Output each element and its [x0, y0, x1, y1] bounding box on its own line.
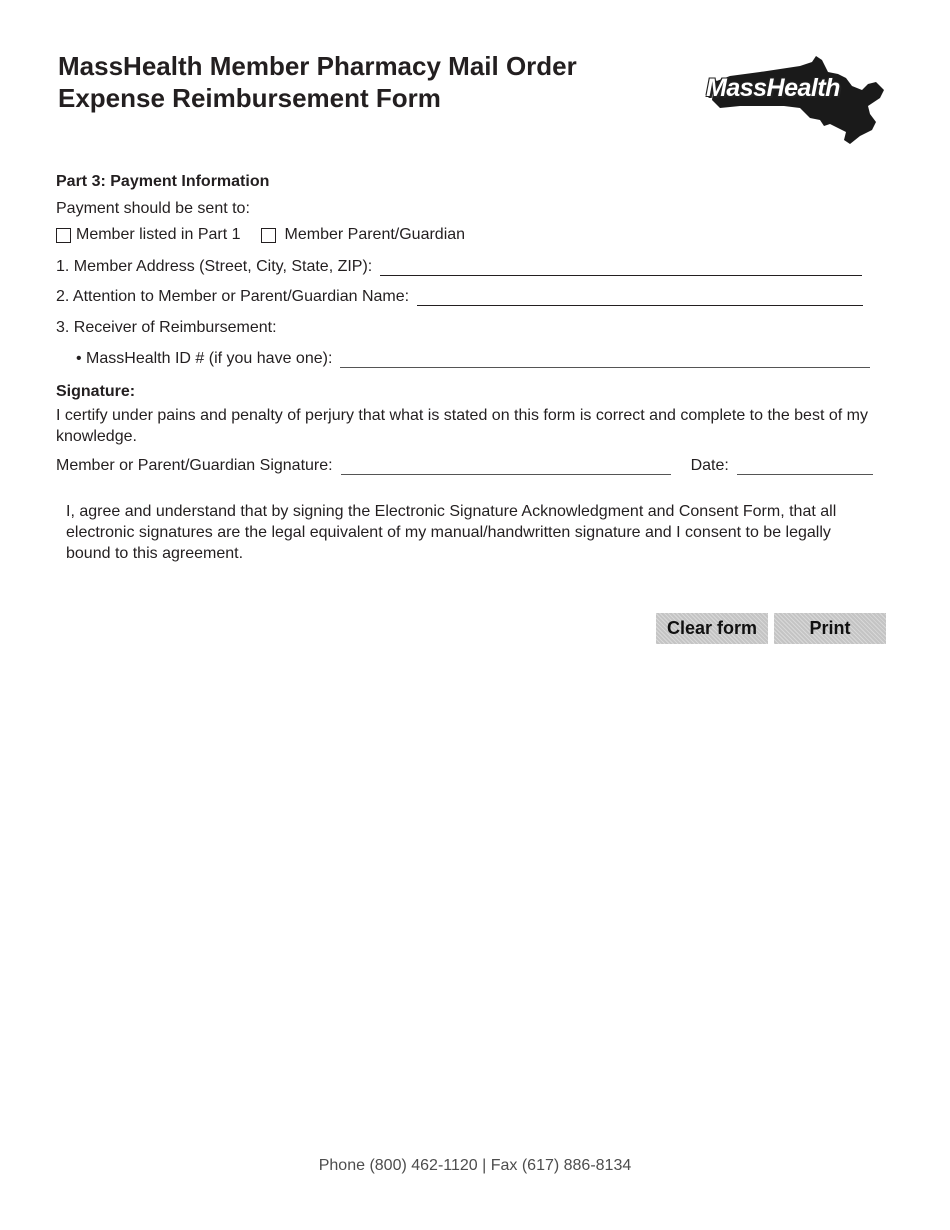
payment-intro	[56, 200, 250, 218]
attention-name-row	[56, 288, 863, 306]
masshealth-logo	[700, 52, 890, 148]
signature-heading: Signature:	[56, 383, 136, 400]
option-member-label: Member listed in Part 1	[76, 226, 241, 243]
attention-name-label: 2. Attention to Member or Parent/Guardian Name:	[56, 288, 410, 305]
payment-recipient-options	[56, 226, 465, 244]
member-address-row	[56, 258, 862, 276]
receiver-row	[56, 319, 277, 337]
clear-form-button[interactable]: Clear form	[656, 613, 768, 644]
parent-guardian-checkbox[interactable]	[261, 228, 276, 243]
print-button[interactable]: Print	[774, 613, 886, 644]
date-field[interactable]	[737, 460, 873, 475]
option-member-group[interactable]	[56, 226, 241, 244]
masshealth-id-row	[76, 350, 870, 368]
member-address-label: 1. Member Address (Street, City, State, ZIP):	[56, 258, 373, 275]
masshealth-id-field[interactable]	[340, 353, 870, 368]
option-guardian-group[interactable]	[261, 226, 466, 244]
option-guardian-label: Member Parent/Guardian	[284, 226, 466, 243]
attention-name-field[interactable]	[417, 291, 863, 306]
form-title	[58, 50, 678, 114]
logo-wordmark: MassHealth	[706, 74, 840, 102]
footer-contact: Phone (800) 462-1120 | Fax (617) 886-8134	[318, 1157, 632, 1174]
member-part1-checkbox[interactable]	[56, 228, 71, 243]
certify-text: I certify under pains and penalty of perjury that what is stated on this form is correct and complete to the best of my knowledge.	[56, 407, 868, 445]
member-address-field[interactable]	[380, 261, 862, 276]
signature-label: Member or Parent/Guardian Signature:	[56, 457, 333, 474]
payment-intro-text: Payment should be sent to:	[56, 200, 250, 217]
masshealth-id-label: • MassHealth ID # (if you have one):	[76, 350, 333, 367]
signature-row	[56, 457, 873, 475]
date-label: Date:	[690, 457, 729, 474]
title-line-2: Expense Reimbursement Form	[58, 83, 441, 113]
receiver-label: 3. Receiver of Reimbursement:	[56, 319, 277, 336]
title-line-1: MassHealth Member Pharmacy Mail Order	[58, 51, 577, 81]
part3-heading: Part 3: Payment Information	[56, 173, 270, 190]
signature-field[interactable]	[341, 460, 671, 475]
consent-text: I, agree and understand that by signing the Electronic Signature Acknowledgment and Consent Form, that all electronic signatures are the legal equivalent of my manual/handwritten signature and I consent to be legally bound to this agreement.	[66, 503, 837, 562]
